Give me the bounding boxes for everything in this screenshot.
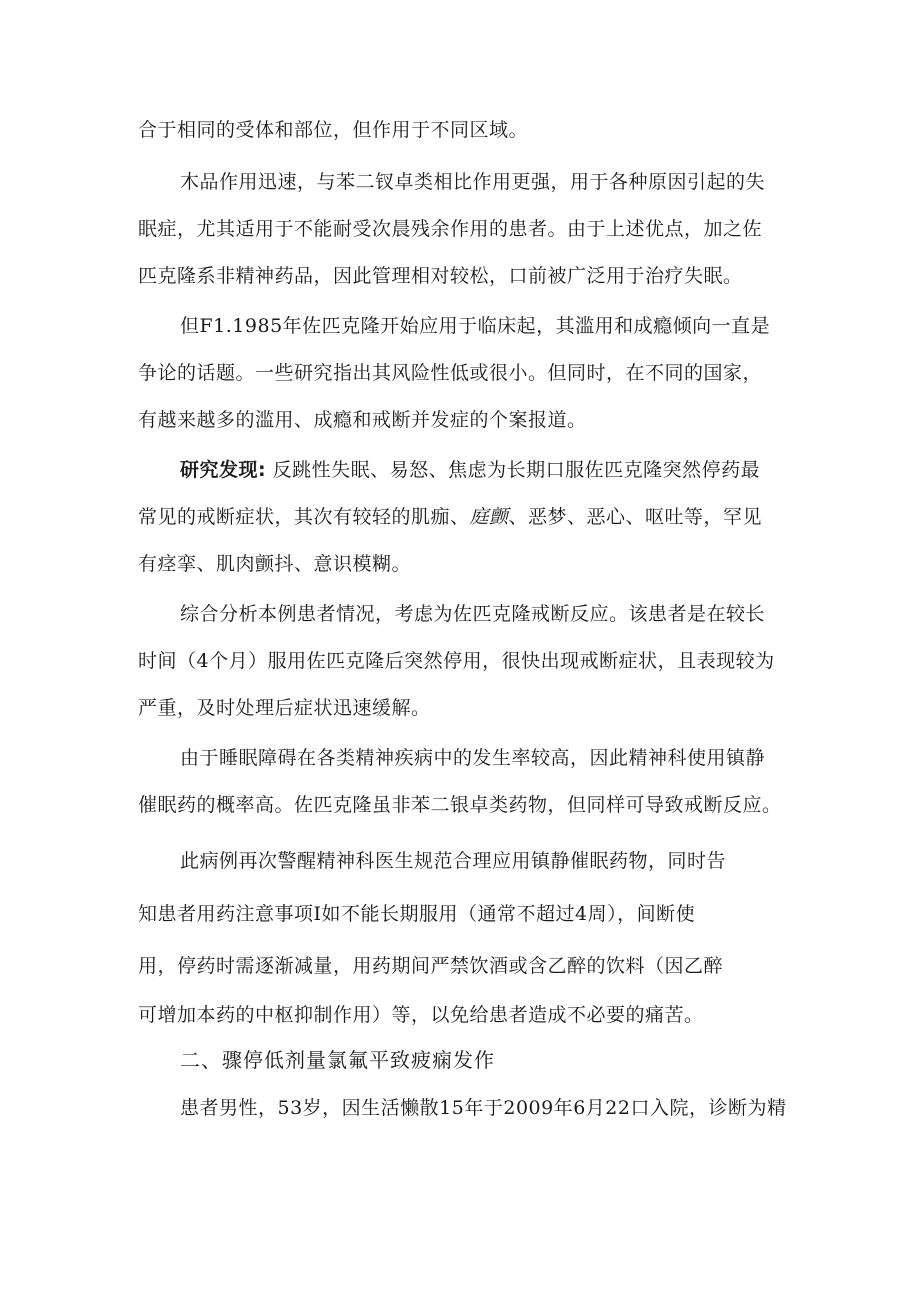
paragraph-text: 反跳性失眠、易怒、焦虑为长期口服佐匹克隆突然停药最 [266,459,761,481]
paragraph-line: 木品作用迅速，与苯二钗卓类相比作用更强，用于各种原因引起的失 [180,171,766,193]
paragraph-line: 有越来越多的滥用、成瘾和戒断并发症的个案报道。 [138,409,587,431]
paragraph-line: 眠症，尤其适用于不能耐受次晨残余作用的患者。由于上述优点，加之佐 [138,218,763,240]
research-findings-label: 研究发现: [180,459,267,481]
paragraph-line: 由于睡眠障碍在各类精神疾病中的发生率较高，因此精神科使用镇静 [180,747,766,769]
paragraph-line: 合于相同的受体和部位，但作用于不同区域。 [138,119,529,141]
paragraph-text: 常见的戒断症状，其次有较轻的肌痂、 [138,506,470,528]
paragraph-line: 可增加本药的中枢抑制作用）等，以免给患者造成不必要的痛苦。 [138,1004,704,1026]
paragraph-line: 知患者用药注意事项I如不能长期服用（通常不超过4周），间断使 [138,903,696,925]
paragraph-line [180,458,760,482]
paragraph-line [138,505,762,529]
paragraph-line: 此病例再次警醒精神科医生规范合理应用镇静催眠药物，同时告 [180,850,727,872]
paragraph-line: 严重，及时处理后症状迅速缓解。 [138,697,431,719]
paragraph-line: 催眠药的概率高。佐匹克隆虽非苯二银卓类药物，但同样可导致戒断反应。 [138,794,782,816]
paragraph-line: 综合分析本例患者情况，考虑为佐匹克隆戒断反应。该患者是在较长 [180,603,766,625]
paragraph-line: 争论的话题。一些研究指出其风险性低或很小。但同时，在不同的国家， [138,362,763,384]
paragraph-line: 时间（4个月）服用佐匹克隆后突然停用，很快出现戒断症状，且表现较为 [138,650,775,672]
paragraph-text: 、恶梦、恶心、呕吐等，罕见 [508,506,763,528]
italic-term: 庭颤 [469,506,509,528]
section-heading: 二、骤停低剂量氯氟平致疲痫发作 [180,1048,495,1072]
paragraph-line: 用，停药时需逐渐减量，用药期间严禁饮酒或含乙醉的饮料（因乙醉 [138,955,724,977]
paragraph-line: 但F1.1985年佐匹克隆开始应用于临床起，其滥用和成瘾倾向一直是 [180,315,771,337]
paragraph-line: 患者男性，53岁，因生活懒散15年于2009年6月22口入院，诊断为精 [180,1097,787,1119]
paragraph-line: 匹克隆系非精神药品，因此管理相对较松，口前被广泛用于治疗失眠。 [138,265,743,287]
paragraph-line: 有痉挛、肌肉颤抖、意识模糊。 [138,553,412,575]
